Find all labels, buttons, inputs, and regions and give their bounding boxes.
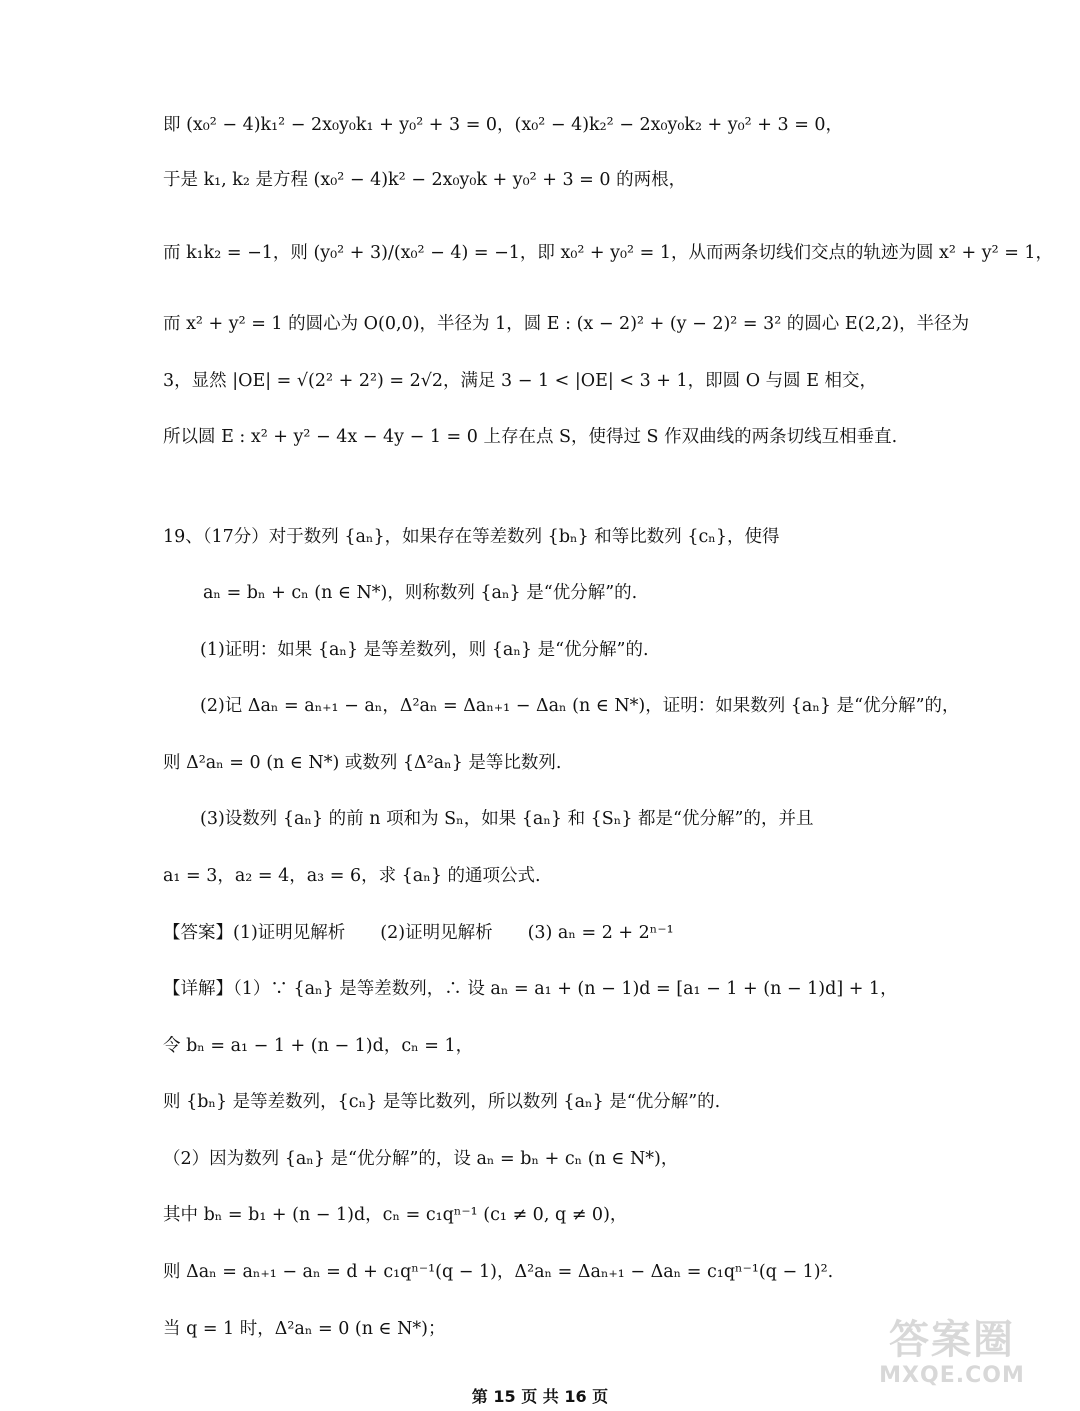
detail-line-6: 则 Δaₙ = aₙ₊₁ − aₙ = d + c₁qⁿ⁻¹(q − 1)，Δ²aₙ = Δaₙ₊₁ − Δaₙ = c₁qⁿ⁻¹(q − 1)². — [163, 1262, 834, 1282]
solution-line-2: 于是 k₁, k₂ 是方程 (x₀² − 4)k² − 2x₀y₀k + y₀² + 3 = 0 的两根， — [163, 170, 687, 190]
problem-19-part-1: (1)证明：如果 {aₙ} 是等差数列，则 {aₙ} 是“优分解”的. — [200, 640, 649, 660]
problem-19-part-3-cont: a₁ = 3，a₂ = 4，a₃ = 6，求 {aₙ} 的通项公式. — [163, 866, 541, 886]
detail-line-4: （2）因为数列 {aₙ} 是“优分解”的，设 aₙ = bₙ + cₙ (n ∈ N*)， — [163, 1149, 679, 1169]
detail-line-1: 【详解】（1）∵ {aₙ} 是等差数列，∴ 设 aₙ = a₁ + (n − 1)d = [a₁ − 1 + (n − 1)d] + 1， — [163, 979, 898, 999]
detail-line-2: 令 bₙ = a₁ − 1 + (n − 1)d，cₙ = 1， — [163, 1036, 474, 1056]
solution-line-3: 而 k₁k₂ = −1，则 (y₀² + 3)/(x₀² − 4) = −1，即 x₀² + y₀² = 1，从而两条切线们交点的轨迹为圆 x² + y² = 1， — [163, 243, 1054, 263]
problem-19-part-2-cont: 则 Δ²aₙ = 0 (n ∈ N*) 或数列 {Δ²aₙ} 是等比数列. — [163, 753, 562, 773]
detail-line-7: 当 q = 1 时，Δ²aₙ = 0 (n ∈ N*)； — [163, 1319, 446, 1339]
detail-line-3: 则 {bₙ} 是等差数列，{cₙ} 是等比数列，所以数列 {aₙ} 是“优分解”的. — [163, 1092, 721, 1112]
watermark-logo — [862, 1317, 1042, 1397]
page-footer: 第 15 页 共 16 页 — [471, 1387, 609, 1406]
answer-line: 【答案】(1)证明见解析 (2)证明见解析 (3) aₙ = 2 + 2ⁿ⁻¹ — [163, 923, 674, 943]
watermark-text-bottom: MXQE.COM — [879, 1363, 1025, 1388]
solution-line-6: 所以圆 E : x² + y² − 4x − 4y − 1 = 0 上存在点 S，使得过 S 作双曲线的两条切线互相垂直. — [163, 427, 898, 447]
solution-line-1: 即 (x₀² − 4)k₁² − 2x₀y₀k₁ + y₀² + 3 = 0，(x₀² − 4)k₂² − 2x₀y₀k₂ + y₀² + 3 = 0， — [163, 115, 844, 135]
problem-19-intro: 19、（17分）对于数列 {aₙ}，如果存在等差数列 {bₙ} 和等比数列 {cₙ}，使得 — [163, 527, 780, 547]
solution-line-4: 而 x² + y² = 1 的圆心为 O(0,0)，半径为 1，圆 E : (x − 2)² + (y − 2)² = 3² 的圆心 E(2,2)，半径为 — [163, 314, 970, 334]
watermark-text-top: 答案圈 — [889, 1317, 1015, 1363]
problem-19-definition: aₙ = bₙ + cₙ (n ∈ N*)，则称数列 {aₙ} 是“优分解”的. — [203, 583, 638, 603]
detail-line-5: 其中 bₙ = b₁ + (n − 1)d，cₙ = c₁qⁿ⁻¹ (c₁ ≠ 0, q ≠ 0)， — [163, 1205, 628, 1225]
problem-19-part-3: (3)设数列 {aₙ} 的前 n 项和为 Sₙ，如果 {aₙ} 和 {Sₙ} 都是“优分解”的，并且 — [200, 809, 814, 829]
problem-19-part-2: (2)记 Δaₙ = aₙ₊₁ − aₙ，Δ²aₙ = Δaₙ₊₁ − Δaₙ (n ∈ N*)，证明：如果数列 {aₙ} 是“优分解”的， — [200, 696, 960, 716]
solution-line-5: 3，显然 |OE| = √(2² + 2²) = 2√2，满足 3 − 1 < |OE| < 3 + 1，即圆 O 与圆 E 相交， — [163, 371, 878, 391]
